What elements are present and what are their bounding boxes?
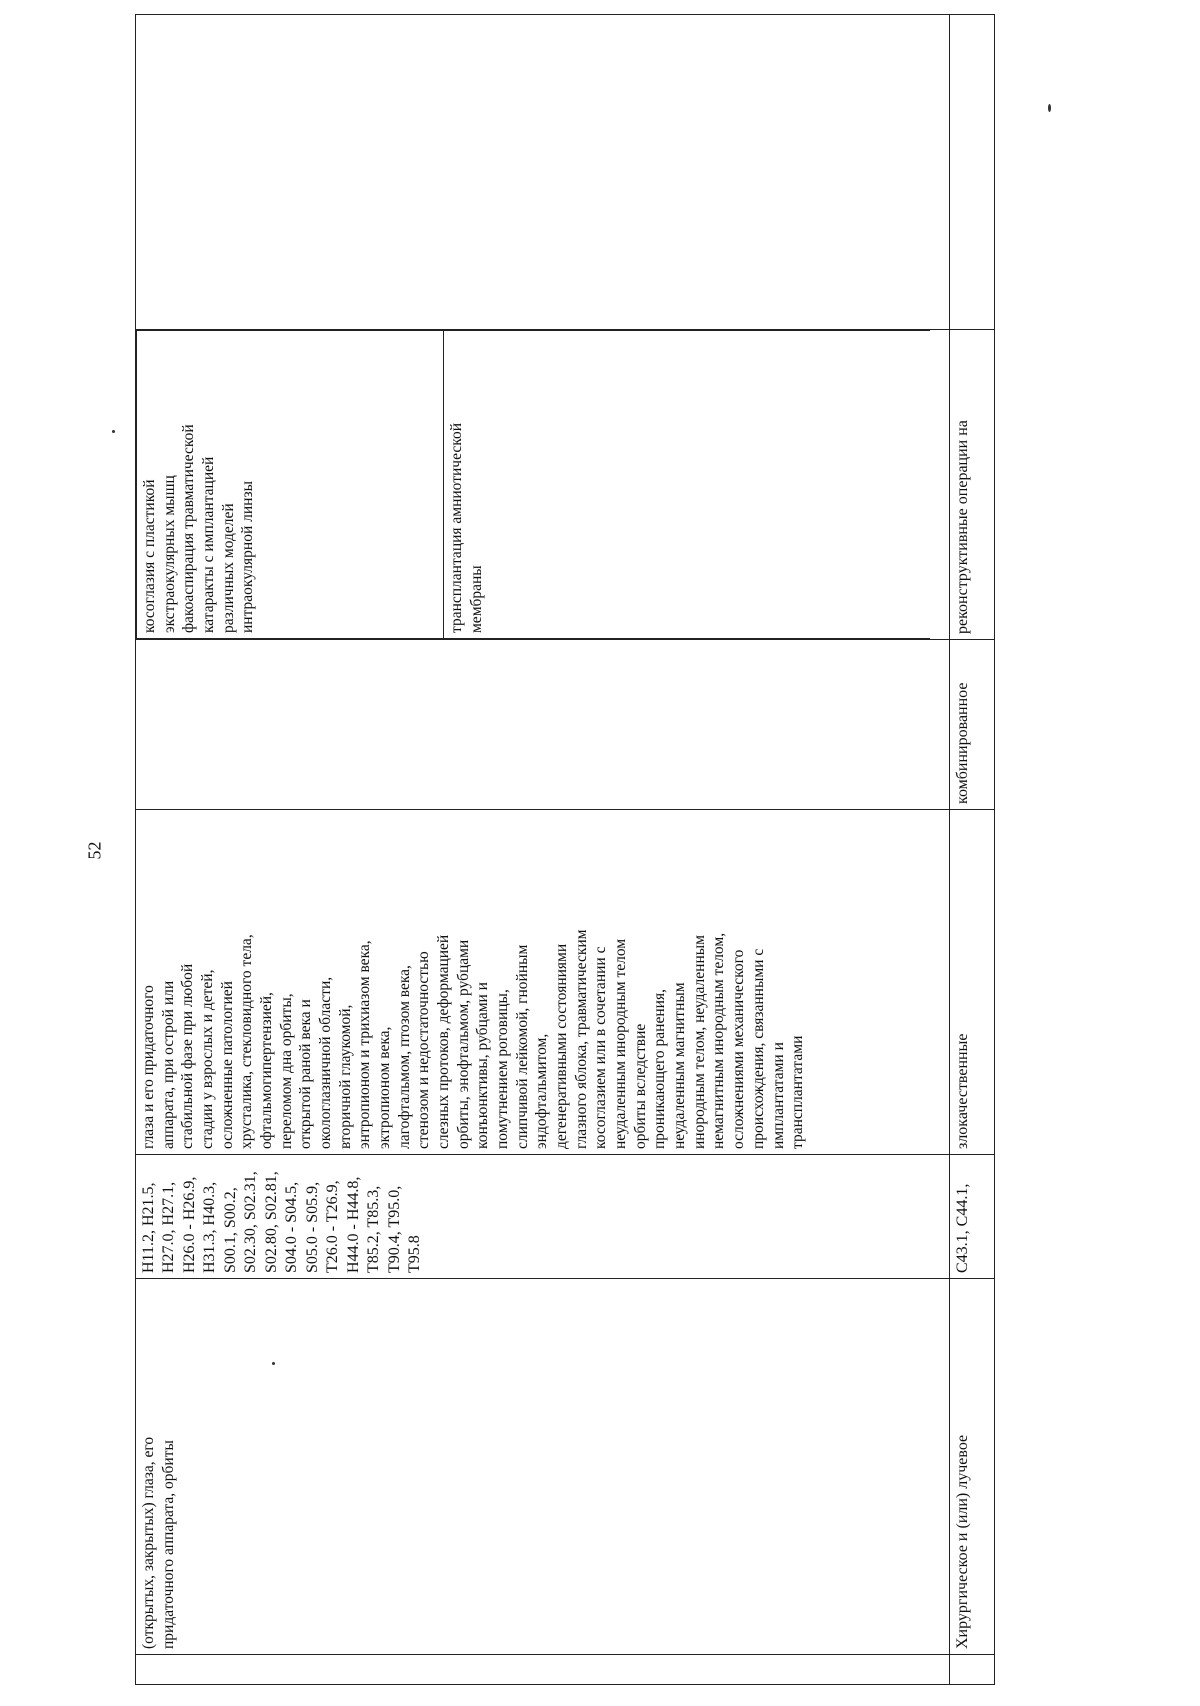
text-line: мембраны — [467, 565, 485, 633]
code-line: T85.2, T85.3, — [365, 1185, 383, 1273]
method-text — [140, 336, 258, 633]
notes-cell — [136, 15, 950, 330]
text-line: придаточного аппарата, орбиты — [159, 1440, 177, 1649]
text-line: инородным телом, неудаленным — [690, 935, 708, 1149]
text-line: лагофтальмом, птозом века, — [395, 965, 413, 1149]
code-line: T90.4, T95.0, — [385, 1185, 403, 1273]
patient-model-text — [139, 815, 808, 1149]
text-line: (открытых, закрытых) глаза, его — [140, 1436, 157, 1649]
rotated-table-wrapper — [135, 45, 995, 1685]
method-block — [137, 331, 444, 639]
text-line: факоаспирация травматической — [180, 424, 198, 633]
text-line: косоглазием или в сочетании с — [592, 946, 610, 1149]
text-line: энтропионом и трихиазом века, — [356, 940, 374, 1149]
text-line: вторичной глаукомой, — [336, 1004, 354, 1149]
text-line: дегенеративными состояниями — [553, 943, 571, 1149]
table-row — [949, 15, 994, 1685]
text-line: офтальмогипертензией, — [258, 992, 276, 1149]
code-line: S00.1, S00.2, — [221, 1187, 239, 1273]
text-line: экстраокулярных мышц — [160, 475, 178, 633]
text-line: проникающего ранения, — [651, 989, 669, 1149]
text-line: интраокулярной линзы — [239, 480, 257, 633]
text-line: переломом дна орбиты, — [277, 993, 295, 1149]
table-row — [136, 15, 950, 1685]
text-line: осложнениями механического — [730, 949, 748, 1149]
code-line: H31.3, H40.3, — [201, 1181, 219, 1273]
text-line: эктропионом века, — [376, 1026, 394, 1149]
diagnosis-group-text — [139, 1284, 178, 1649]
text-line: стенозом и недостаточностью — [415, 951, 433, 1149]
text-line: косоглазия с пластикой — [141, 479, 158, 633]
text-line: стадии у взрослых и детей, — [199, 969, 217, 1149]
text-line: глазного яблока, травматическим — [572, 929, 590, 1149]
code-line: S02.30, S02.31, — [242, 1171, 260, 1273]
text-line: немагнитным инородным телом, — [710, 932, 728, 1149]
text-line: различных моделей — [219, 503, 237, 633]
text-line: глаза и его придаточного — [140, 985, 157, 1149]
code-line: S04.0 - S04.5, — [283, 1181, 301, 1273]
scan-speck — [1048, 104, 1051, 112]
text-line: хрусталика, стекловидного тела, — [238, 934, 256, 1149]
text-line: стабильной фазе при любой — [179, 963, 197, 1149]
code-line: T26.0 - T26.9, — [324, 1180, 342, 1273]
method-subtable — [136, 330, 930, 639]
code-line: H27.0, H27.1, — [160, 1181, 178, 1273]
patient-model-cell: злокачественные — [949, 810, 994, 1155]
text-line: трансплантация амниотической — [448, 422, 465, 633]
text-line: осложненные патологией — [218, 981, 236, 1149]
text-line: помутнением роговицы, — [494, 989, 512, 1149]
text-line: аппарата, при острой или — [159, 980, 177, 1149]
code-line: S02.80, S02.81, — [262, 1171, 280, 1273]
row-number-cell — [949, 1655, 994, 1685]
text-line: слезных протоков, деформацией — [435, 934, 453, 1149]
text-line: имплантатами и — [769, 1042, 787, 1149]
treatment-method-cell — [136, 330, 950, 640]
text-line: неудаленным инородным телом — [612, 938, 630, 1149]
text-line: неудаленным магнитным — [671, 982, 689, 1149]
scan-speck — [112, 430, 115, 433]
text-line: орбиты, энофтальмом, рубцами — [454, 939, 472, 1149]
diagnosis-group-cell — [136, 1279, 950, 1655]
patient-model-cell — [136, 810, 950, 1155]
treatment-type-cell: комбинированное — [949, 640, 994, 810]
treatment-type-cell — [136, 640, 950, 810]
text-line: эндофтальмитом, — [533, 1033, 551, 1149]
text-line: катаракты с имплантацией — [200, 456, 218, 633]
code-line: H26.0 - H26.9, — [180, 1176, 198, 1273]
method-block — [444, 331, 931, 639]
subtable-row — [444, 331, 931, 639]
text-line: трансплантатами — [789, 1035, 807, 1149]
text-line: происхождения, связанными с — [749, 948, 767, 1149]
code-line: H44.0 - H44.8, — [344, 1176, 362, 1273]
page-number: 52 — [84, 841, 105, 860]
text-line: окологлазничной области, — [317, 976, 335, 1149]
code-line: S05.0 - S05.9, — [303, 1181, 321, 1273]
text-line: орбиты вследствие — [631, 1023, 649, 1149]
notes-cell — [949, 15, 994, 330]
subtable-row — [137, 331, 444, 639]
text-line: слипчивой лейкомой, гнойным — [513, 944, 531, 1149]
code-line: H11.2, H21.5, — [140, 1182, 157, 1273]
code-line: T95.8 — [406, 1235, 424, 1273]
diagnosis-group-cell: Хирургическое и (или) лучевое — [949, 1279, 994, 1655]
row-number-cell — [136, 1655, 950, 1685]
text-line: открытой раной века и — [297, 999, 315, 1149]
treatment-method-cell: реконструктивные операции на — [949, 330, 994, 640]
icd-codes-cell: C43.1, C44.1, — [949, 1155, 994, 1279]
icd-codes-text — [139, 1160, 426, 1273]
method-text — [447, 336, 486, 633]
icd-codes-cell — [136, 1155, 950, 1279]
text-line: конъюнктивы, рубцами и — [474, 982, 492, 1149]
procedures-table — [135, 14, 995, 1685]
